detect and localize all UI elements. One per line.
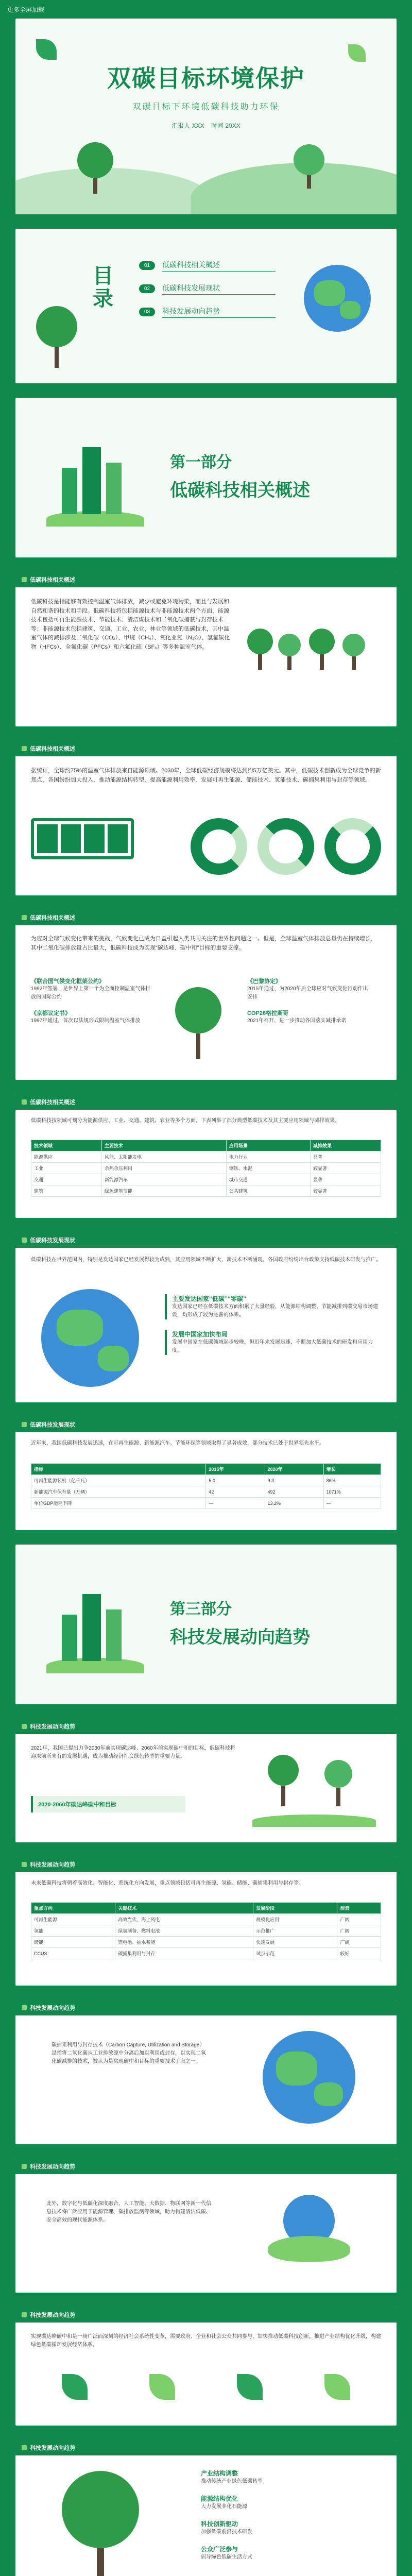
slide-header — [15, 2440, 397, 2455]
tree-illustration — [36, 306, 77, 368]
table-cell: 城市交通 — [226, 1174, 310, 1185]
section-title-block — [170, 449, 310, 501]
content-slide — [15, 2000, 397, 2144]
section-title-block — [170, 1596, 310, 1648]
column-header: 减排效果 — [311, 1140, 381, 1151]
table-header-row — [31, 1464, 381, 1475]
table-cell: — — [323, 1498, 381, 1509]
paragraph: 2021年，我国已提出力争2030年前实现碳达峰、2060年前实现碳中和的目标，低碳科技将迎来前所未有的发展机遇，成为推动经济社会绿色转型的重要力量。 — [31, 1745, 235, 1759]
ring-graphic — [191, 818, 247, 875]
table-cell: 较显著 — [311, 1185, 381, 1197]
trend-point — [201, 2519, 376, 2536]
leaf-icon — [22, 746, 27, 751]
leaf-decoration — [348, 44, 366, 62]
table-cell: 单位GDP能耗下降 — [31, 1498, 206, 1509]
table-cell: 规模化应用 — [253, 1914, 337, 1925]
date-value: 20XX — [225, 122, 241, 129]
table-cell: 42 — [206, 1486, 265, 1498]
toc-slide — [15, 229, 397, 383]
table-cell: 5.0 — [206, 1475, 265, 1486]
slide-header-title: 科技发展动向趋势 — [30, 2164, 75, 2170]
slide-header-title: 低碳科技相关概述 — [30, 577, 75, 583]
toc-title: 目录 — [93, 265, 113, 310]
content-slide — [15, 1857, 397, 1986]
slide-header-title: 低碳科技发展现状 — [30, 1238, 75, 1244]
leaf-decoration — [36, 39, 57, 60]
leaf-icon — [22, 2312, 27, 2317]
slide-header — [15, 910, 397, 925]
policy-points-left — [31, 977, 154, 1025]
toc-item-number: 02 — [139, 284, 155, 293]
cover-meta — [15, 121, 397, 130]
table-cell: 492 — [265, 1486, 323, 1498]
status-box — [165, 1294, 381, 1319]
table-row — [31, 1486, 381, 1498]
point-title: 产业结构调整 — [201, 2470, 238, 2477]
table-row — [31, 1151, 381, 1163]
table-cell: 13.2% — [265, 1498, 323, 1509]
point-text: 加强低碳前沿技术研发 — [201, 2529, 252, 2535]
table-cell: 钢铁、水泥 — [226, 1163, 310, 1174]
policy-point — [247, 977, 371, 1002]
sprout-row — [31, 2374, 381, 2400]
table-cell: 风能、太阳能发电 — [101, 1151, 226, 1163]
column-header: 增长 — [323, 1464, 381, 1475]
content-slide — [15, 572, 397, 726]
content-slide — [15, 2307, 397, 2426]
table-row — [31, 1914, 381, 1925]
earth-illustration — [304, 265, 371, 332]
column-header: 2020年 — [265, 1464, 323, 1475]
table-cell: 较好 — [337, 1948, 381, 1959]
toc-item-number: 03 — [139, 308, 155, 316]
table-row — [31, 1185, 381, 1197]
tree-illustration — [294, 144, 324, 189]
table-cell: 广阔 — [337, 1925, 381, 1937]
battery-illustration — [31, 818, 144, 870]
point-text: 推动传统产业绿色低碳转型 — [201, 2479, 263, 2484]
trend-point — [201, 2469, 376, 2486]
content-slide — [15, 910, 397, 1080]
slide-header — [15, 1417, 397, 1432]
table-cell: 余热余压利用 — [101, 1163, 226, 1174]
column-header: 关键技术 — [115, 1903, 253, 1914]
content-slide — [15, 2159, 397, 2293]
policy-point — [31, 1009, 154, 1025]
presenter-value: XXX — [192, 122, 204, 129]
table-row — [31, 1925, 381, 1937]
hands-globe-illustration — [268, 2190, 350, 2272]
table-cell: 较显著 — [311, 1163, 381, 1174]
highlight-box — [31, 1796, 185, 1812]
content-slide — [15, 1719, 397, 1842]
column-header: 前景 — [337, 1903, 381, 1914]
box-text: 发达国家已经在低碳技术方面积累了大量经验，从能源结构调整、节能减排到碳交易市场建设，均形成了较为完善的体系。 — [172, 1304, 378, 1318]
toc-item[interactable] — [139, 260, 276, 272]
section-label: 第三部分 — [170, 1601, 232, 1618]
policy-point — [247, 1009, 371, 1025]
point-title: 公众广泛参与 — [201, 2546, 238, 2553]
paragraph: 近年来，我国低碳科技发展迅速，在可再生能源、新能源汽车、节能环保等领域取得了显著成效，部分技术已处于世界领先水平。 — [31, 1440, 324, 1446]
table-header-row — [31, 1903, 381, 1914]
tree-illustration — [36, 2471, 170, 2576]
table-cell: 广阔 — [337, 1914, 381, 1925]
box-title: 主要发达国家“低碳”“零碳” — [172, 1295, 247, 1302]
table-header-row — [31, 1140, 381, 1151]
table-cell: 锂电池、抽水蓄能 — [115, 1937, 253, 1948]
slide-header-title: 低碳科技相关概述 — [30, 915, 75, 921]
leaf-icon — [22, 1422, 27, 1427]
top-tag — [0, 0, 412, 19]
column-header: 技术领域 — [31, 1140, 102, 1151]
point-text: 倡导绿色低碳生活方式 — [201, 2554, 252, 2560]
point-title: 《联合国气候变化框架公约》 — [31, 978, 105, 985]
cover-title: 双碳目标环境保护 — [107, 65, 305, 92]
content-slide — [15, 741, 397, 895]
table-cell: 9.3 — [265, 1475, 323, 1486]
slide-header — [15, 741, 397, 756]
sprout-icon — [149, 2374, 175, 2400]
toc-item-label: 低碳科技发展现状 — [162, 283, 276, 295]
table-row — [31, 1475, 381, 1486]
table-cell: 显著 — [311, 1174, 381, 1185]
city-illustration — [46, 1575, 144, 1673]
status-boxes — [165, 1294, 381, 1355]
box-title: 发展中国家加快布局 — [172, 1331, 228, 1338]
point-title: 科技创新驱动 — [201, 2520, 238, 2528]
sprout-icon — [237, 2374, 263, 2400]
sprout-icon — [324, 2374, 350, 2400]
table-cell: 电力行业 — [226, 1151, 310, 1163]
data-table — [31, 1140, 381, 1197]
table-cell: 建筑 — [31, 1185, 102, 1197]
toc-list — [139, 260, 276, 318]
table-cell: 公共建筑 — [226, 1185, 310, 1197]
content-slide — [15, 1417, 397, 1530]
leaf-icon — [22, 1099, 27, 1105]
table-cell: 氢能 — [31, 1925, 115, 1937]
data-table — [31, 1902, 381, 1959]
slide-header — [15, 2307, 397, 2323]
cover-title-block — [15, 60, 397, 130]
leaf-icon — [22, 915, 27, 920]
forest-illustration — [247, 629, 381, 685]
leaf-icon — [22, 2445, 27, 2450]
slide-header-title: 科技发展动向趋势 — [30, 2445, 75, 2451]
slide-header-title: 低碳科技发展现状 — [30, 1422, 75, 1428]
table-cell: CCUS — [31, 1948, 115, 1959]
highlight-text: 2020-2060年碳达峰碳中和目标 — [38, 1802, 116, 1808]
table-cell: 绿色建筑节能 — [101, 1185, 226, 1197]
point-title: 能源结构优化 — [201, 2495, 238, 2502]
point-text: 1992年签署，是世界上第一个为全面控制温室气体排放的国际公约 — [31, 986, 151, 1000]
table-row — [31, 1937, 381, 1948]
paragraph: 碳捕集利用与封存技术（Carbon Capture, Utilization and Storage）是指将二氧化碳从工业排放源中分离后加以利用或封存，以实现二氧化碳减排的技术，被认为是实现碳中和目标的重要技术手段之一。 — [52, 2042, 206, 2064]
date-label: 时间 — [211, 122, 224, 129]
section-divider-slide — [15, 1545, 397, 1704]
slide-header — [15, 572, 397, 587]
column-header: 发展阶段 — [253, 1903, 337, 1914]
trend-points — [201, 2469, 376, 2562]
content-slide — [15, 1232, 397, 1402]
point-title: COP26格拉斯哥 — [247, 1010, 289, 1016]
section-label: 第一部分 — [170, 454, 232, 471]
table-cell: 碳捕集利用与封存 — [115, 1948, 253, 1959]
section-divider-slide — [15, 398, 397, 557]
table-row — [31, 1174, 381, 1185]
column-header: 2015年 — [206, 1464, 265, 1475]
paragraph: 据统计，全球约75%的温室气体排放来自能源领域。2030年，全球低碳经济规模将达到约5万亿美元。其中，低碳技术创新成为全球竞争的新焦点，各国纷纷加大投入，推动能源结构转型，提高能源利用效率，发展可再生能源、储能技术、氢能技术、碳捕集利用与封存等领域。 — [31, 768, 381, 783]
leaf-icon — [22, 1724, 27, 1729]
table-cell: — — [206, 1498, 265, 1509]
tree-illustration — [175, 987, 221, 1059]
toc-item[interactable] — [139, 283, 276, 295]
slide-header — [15, 1232, 397, 1248]
cover-hill — [15, 168, 211, 214]
toc-item-label: 低碳科技相关概述 — [162, 260, 276, 272]
leaf-icon — [22, 1238, 27, 1243]
table-cell: 广阔 — [337, 1937, 381, 1948]
table-cell: 示范推广 — [253, 1925, 337, 1937]
city-illustration — [46, 429, 144, 527]
slide-header-title: 低碳科技相关概述 — [30, 746, 75, 752]
paragraph: 实现碳达峰碳中和是一场广泛而深刻的经济社会系统性变革，需要政府、企业和社会公众共同参与，加快推动低碳科技创新，推进产业结构优化升级，构建绿色低碳循环发展经济体系。 — [31, 2334, 381, 2348]
table-cell: 显著 — [311, 1151, 381, 1163]
paragraph: 低碳科技按领域可划分为能源供应、工业、交通、建筑、农业等多个方面，下表列举了部分典型低碳技术及其主要应用领域与减排效果。 — [31, 1118, 340, 1124]
table-cell: 储能 — [31, 1937, 115, 1948]
column-header: 重点方向 — [31, 1903, 115, 1914]
table-cell: 新能源汽车保有量（万辆） — [31, 1486, 206, 1498]
table-row — [31, 1948, 381, 1959]
section-title: 低碳科技相关概述 — [170, 481, 310, 500]
leaf-icon — [22, 1862, 27, 1867]
table-cell: 高效光伏、海上风电 — [115, 1914, 253, 1925]
slide-header-title: 科技发展动向趋势 — [30, 1862, 75, 1868]
cover-subtitle: 双碳目标下环境低碳科技助力环保 — [132, 103, 280, 111]
toc-item[interactable] — [139, 306, 276, 318]
paragraph: 未来低碳科技将朝着高效化、智能化、系统化方向发展，重点领域包括可再生能源、氢能、储能、碳捕集利用与封存等。 — [31, 1880, 304, 1886]
toc-item-number: 01 — [139, 261, 155, 270]
slide-header — [15, 2000, 397, 2015]
point-text: 2015年通过，为2020年后全球应对气候变化行动作出安排 — [247, 986, 368, 1000]
policy-point — [31, 977, 154, 1002]
table-cell: 试点示范 — [253, 1948, 337, 1959]
table-cell: 新能源汽车 — [101, 1174, 226, 1185]
policy-points-right — [247, 977, 371, 1025]
column-header: 应用场景 — [226, 1140, 310, 1151]
table-cell: 交通 — [31, 1174, 102, 1185]
table-cell: 绿氢制备、燃料电池 — [115, 1925, 253, 1937]
slide-header-title: 低碳科技相关概述 — [30, 1099, 75, 1106]
point-title: 《巴黎协定》 — [247, 978, 281, 985]
content-slide — [15, 1094, 397, 1218]
data-table — [31, 1463, 381, 1509]
table-cell: 可再生能源 — [31, 1914, 115, 1925]
table-cell: 86% — [323, 1475, 381, 1486]
table-row — [31, 1498, 381, 1509]
table-cell: 快速发展 — [253, 1937, 337, 1948]
ring-graphic — [258, 818, 314, 875]
earth-illustration — [263, 2031, 355, 2124]
tree-illustration — [77, 142, 113, 194]
table-cell: 工业 — [31, 1163, 102, 1174]
paragraph: 低碳科技在世界范围内，特别是发达国家已经发展得较为成熟，其应用领域不断扩大，新技术不断涌现，各国政府纷纷出台政策支持低碳技术研发与推广。 — [31, 1257, 381, 1263]
earth-illustration — [41, 1289, 139, 1387]
table-cell: 可再生能源装机（亿千瓦） — [31, 1475, 206, 1486]
point-title: 《京都议定书》 — [31, 1010, 71, 1016]
table-row — [31, 1163, 381, 1174]
slide-header-title: 科技发展动向趋势 — [30, 2005, 75, 2011]
trend-point — [201, 2545, 376, 2562]
column-header: 主要技术 — [101, 1140, 226, 1151]
presenter-label: 汇报人 — [171, 122, 191, 129]
slide-header — [15, 1094, 397, 1110]
leaf-icon — [22, 577, 27, 582]
slide-header — [15, 2159, 397, 2174]
point-text: 2021年召开，进一步推动各国落实减排承诺 — [247, 1018, 347, 1024]
paragraph: 为应对全球气候变化带来的挑战，气候变化已成为日益引起人类共同关注的世界性问题之一。但是，全球温室气体排放总量仍在持续增长，其中二氧化碳排放量占比最大，低碳科技成为实现“碳达峰、碳中和”目标的重要支撑。 — [31, 936, 376, 951]
paragraph: 此外，数字化与低碳化深度融合，人工智能、大数据、物联网等新一代信息技术将广泛应用于能源管理、碳排放监测等领域，助力构建清洁低碳、安全高效的现代能源体系。 — [46, 2201, 211, 2223]
sprout-icon — [62, 2374, 88, 2400]
cover-slide — [15, 19, 397, 214]
leaf-icon — [22, 2164, 27, 2169]
table-cell: 1071% — [323, 1486, 381, 1498]
point-text: 大力发展非化石能源 — [201, 2504, 247, 2510]
toc-item-label: 科技发展动向趋势 — [162, 306, 276, 318]
section-title: 科技发展动向趋势 — [170, 1628, 310, 1647]
slide-header — [15, 1719, 397, 1734]
top-tag-text: 更多全屏加载 — [7, 6, 45, 13]
column-header: 指标 — [31, 1464, 206, 1475]
planting-illustration — [252, 1750, 376, 1827]
slide-header-title: 科技发展动向趋势 — [30, 1724, 75, 1730]
box-text: 发展中国家在低碳领域起步较晚，但近年来发展迅速，不断加大低碳技术的研发和应用力度。 — [172, 1340, 373, 1353]
status-box — [165, 1330, 381, 1355]
table-cell: 能源供应 — [31, 1151, 102, 1163]
content-slide — [15, 2440, 397, 2576]
slide-header-title: 科技发展动向趋势 — [30, 2312, 75, 2318]
point-text: 1997年通过，首次以法规形式限制温室气体排放 — [31, 1018, 141, 1024]
ring-graphic — [324, 818, 381, 875]
slide-header — [15, 1857, 397, 1872]
leaf-icon — [22, 2005, 27, 2010]
trend-point — [201, 2494, 376, 2511]
paragraph: 低碳科技是指能够有效控制温室气体排放，减少或避免环境污染，而且与发展和自然和谐的技术和手段。低碳科技将包括能源技术与非能源技术两个方面，能源技术包括可再生能源技术、节能技术、清洁煤技术和二氧化碳捕获与封存技术等；非能源技术包括建筑、交通、工业、农业、林业等领域的低碳技术，其中温室气体的减排涉及二氧化碳（CO₂）、甲烷（CH₄）、氧化亚氮（N₂O）、氢氟碳化物（HFCs）、全氟化碳（PFCs）和六氟化硫（SF₆）等多种温室气体。 — [31, 599, 230, 650]
